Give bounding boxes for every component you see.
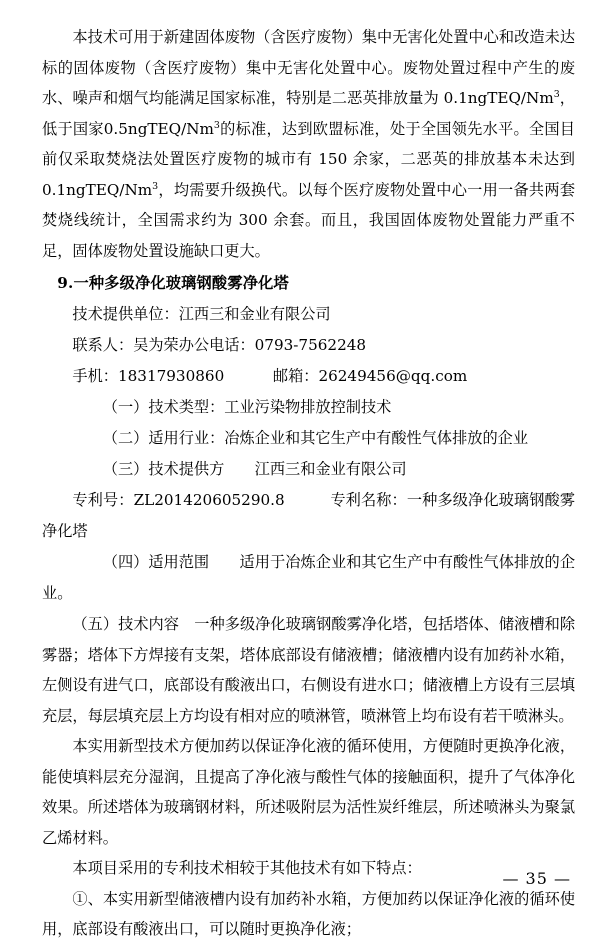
provider-label: 技术提供单位：	[72, 305, 179, 323]
provider-line	[42, 299, 575, 330]
contact-line	[42, 330, 575, 361]
item-tech-type	[42, 392, 575, 423]
office-phone-label: 办公电话：	[178, 336, 255, 354]
intro-text-part1: 本技术可用于新建固体废物（含医疗废物）集中无害化处置中心和改造未达标的固体废物（含医疗废物）集中无害化处置中心。废物处置过程中产生的废水、噪声和烟气均能满足国家标准，特别是二恶英排放量为 0.1ngTEQ/Nm	[42, 28, 575, 107]
features-intro-paragraph: 本项目采用的专利技术相较于其他技术有如下特点：	[72, 859, 422, 877]
email-label: 邮箱：	[272, 367, 319, 385]
patent-number-label: 专利号：	[72, 491, 134, 509]
patent-name-label: 专利名称：	[330, 491, 407, 509]
intro-text-part2: ，低于国家0.5ngTEQ/Nm	[42, 89, 575, 138]
section-heading: 9.一种多级净化玻璃钢酸雾净化塔	[57, 274, 289, 292]
intro-paragraph	[42, 22, 575, 266]
intro-text-part3: 的标准，达到欧盟标准，处于全国领先水平。全国目前仅采取焚烧法处置医疗废物的城市有 150 余家，二恶英的排放基本未达到 0.1ngTEQ/Nm	[42, 119, 575, 199]
patent-number-value: ZL201420605290.8	[133, 491, 285, 509]
item-scope-label: （四）适用范围	[102, 553, 210, 571]
patent-line	[42, 485, 575, 547]
item-scope	[42, 547, 575, 609]
mobile-label: 手机：	[72, 367, 118, 385]
mobile-value: 18317930860	[117, 367, 225, 385]
feature-1-paragraph: ①、本实用新型储液槽内设有加药补水箱，方便加药以保证净化液的循环使用，底部设有酸液出口，可以随时更换净化液；	[42, 889, 575, 938]
intro-text-part4: ，均需要升级换代。以每个医疗废物处置中心一用一备共两套焚烧线统计，全国需求约为 300 余套。而且，我国固体废物处置能力严重不足，固体废物处置设施缺口更大。	[42, 180, 575, 260]
sup-3-c: 3	[152, 180, 159, 192]
content-main-paragraph: （五）技术内容 一种多级净化玻璃钢酸雾净化塔，包括塔体、储液槽和除雾器；塔体下方焊接有支架，塔体底部设有储液槽；储液槽内设有加药补水箱，左侧设有进气口，底部设有酸液出口，右侧设有进水口；储液槽上方设有三层填充层，每层填充层上方均设有相对应的喷淋管，喷淋管上均布设有若干喷淋头。	[42, 615, 575, 725]
item-industry-value: 冶炼企业和其它生产中有酸性气体排放的企业	[224, 429, 529, 447]
benefit-paragraph: 本实用新型技术方便加药以保证净化液的循环使用，方便随时更换净化液，能使填料层充分湿润，且提高了净化液与酸性气体的接触面积，提升了气体净化效果。所述塔体为玻璃钢材料，所述吸附层为活性炭纤维层，所述喷淋头为聚氯乙烯材料。	[42, 737, 575, 847]
item-industry-label: （二）适用行业：	[102, 429, 225, 447]
sup-3-a: 3	[553, 88, 560, 100]
patent-name-value: 一种多级净化玻璃钢酸雾净化塔	[42, 491, 576, 540]
sup-3-b: 3	[213, 119, 220, 131]
contact-value: 吴为荣	[133, 336, 179, 354]
item-scope-value: 适用于冶炼企业和其它生产中有酸性气体排放的企业。	[42, 553, 575, 602]
item-provider-value: 江西三和金业有限公司	[254, 460, 407, 478]
item-tech-type-value: 工业污染物排放控制技术	[224, 398, 392, 416]
page-number: — 35 —	[502, 869, 571, 888]
provider-value: 江西三和金业有限公司	[178, 305, 331, 323]
email-value: 26249456@qq.com	[318, 367, 468, 385]
item-tech-type-label: （一）技术类型：	[102, 398, 225, 416]
item-industry	[42, 423, 575, 454]
item-provider	[42, 454, 575, 485]
item-provider-label: （三）技术提供方	[102, 460, 225, 478]
contact-label: 联系人：	[72, 336, 134, 354]
office-phone-value: 0793-7562248	[254, 336, 367, 354]
mobile-email-line	[42, 361, 575, 392]
